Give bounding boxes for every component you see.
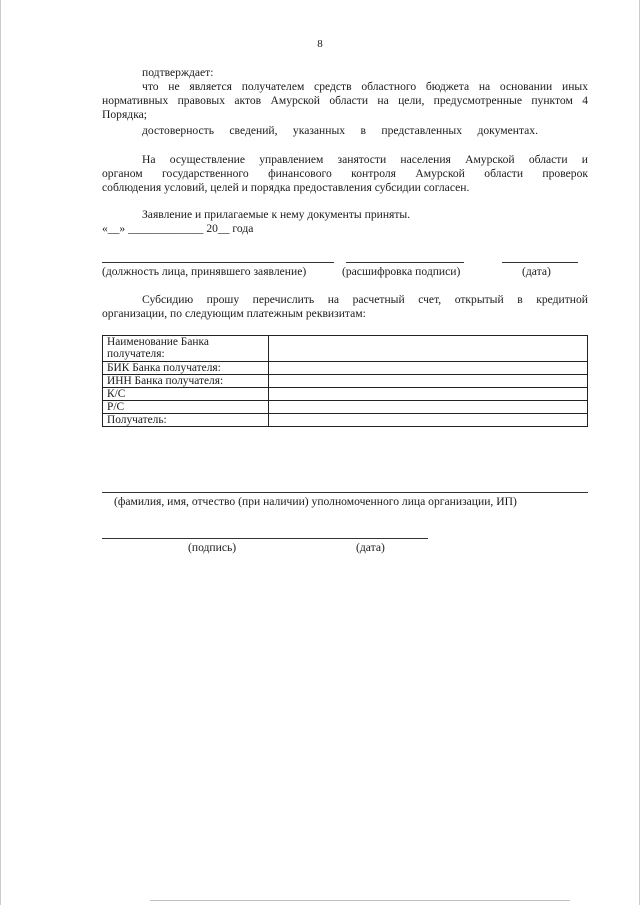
recipient-value[interactable] [269, 414, 588, 427]
caption-sign: (подпись) [188, 541, 237, 554]
recipient-label: Получатель: [103, 414, 269, 427]
inn-label: ИНН Банка получателя: [103, 375, 269, 388]
caption-position: (должность лица, принявшего заявление) [102, 265, 307, 278]
scan-edge-left [0, 0, 1, 905]
page-number: 8 [317, 38, 323, 50]
confirms-item1-line2: нормативных правовых актов Амурской области на цели, предусмотренные пунктом 4 [102, 94, 588, 107]
table-row [103, 336, 588, 362]
sign-date-signature-line [102, 538, 428, 539]
transfer-line2: организации, по следующим платежным реквизитам: [102, 307, 366, 320]
table-row [103, 388, 588, 401]
rs-value[interactable] [269, 401, 588, 414]
confirms-item1-line3: Порядка; [102, 108, 148, 121]
rs-label: Р/С [103, 401, 269, 414]
confirms-item1-line1: что не является получателем средств областного бюджета на основании иных [142, 80, 588, 93]
decoding-signature-line [346, 262, 464, 263]
acceptance-date-line: «__» _____________ 20__ года [102, 222, 254, 235]
consent-line1: На осуществление управлением занятости населения Амурской области и [142, 153, 588, 166]
table-row [103, 362, 588, 375]
transfer-line1: Субсидию прошу перечислить на расчетный счет, открытый в кредитной [142, 293, 588, 306]
acceptance-text: Заявление и прилагаемые к нему документы приняты. [142, 208, 411, 221]
bank-name-label: Наименование Банка получателя: [103, 336, 269, 362]
bik-label: БИК Банка получателя: [103, 362, 269, 375]
caption-acceptance-date: (дата) [522, 265, 551, 278]
inn-value[interactable] [269, 375, 588, 388]
confirms-heading: подтверждает: [142, 66, 214, 79]
confirms-item2: достоверность сведений, указанных в представленных документах. [142, 124, 538, 137]
position-signature-line [102, 262, 334, 263]
caption-sign-date: (дата) [356, 541, 385, 554]
table-row [103, 375, 588, 388]
consent-line2: органом государственного финансового контроля Амурской области проверок [102, 167, 588, 180]
caption-decoding: (расшифровка подписи) [342, 265, 461, 278]
bank-name-value[interactable] [269, 336, 588, 362]
table-row [103, 401, 588, 414]
table-row [103, 414, 588, 427]
scan-edge-bottom [150, 900, 570, 901]
consent-line3: соблюдения условий, целей и порядка предоставления субсидии согласен. [102, 181, 470, 194]
bik-value[interactable] [269, 362, 588, 375]
acceptance-date-signature-line [502, 262, 578, 263]
ks-value[interactable] [269, 388, 588, 401]
ks-label: К/С [103, 388, 269, 401]
caption-name: (фамилия, имя, отчество (при наличии) уполномоченного лица организации, ИП) [114, 495, 517, 508]
bank-requisites-table [102, 335, 588, 427]
name-signature-line [102, 492, 588, 493]
